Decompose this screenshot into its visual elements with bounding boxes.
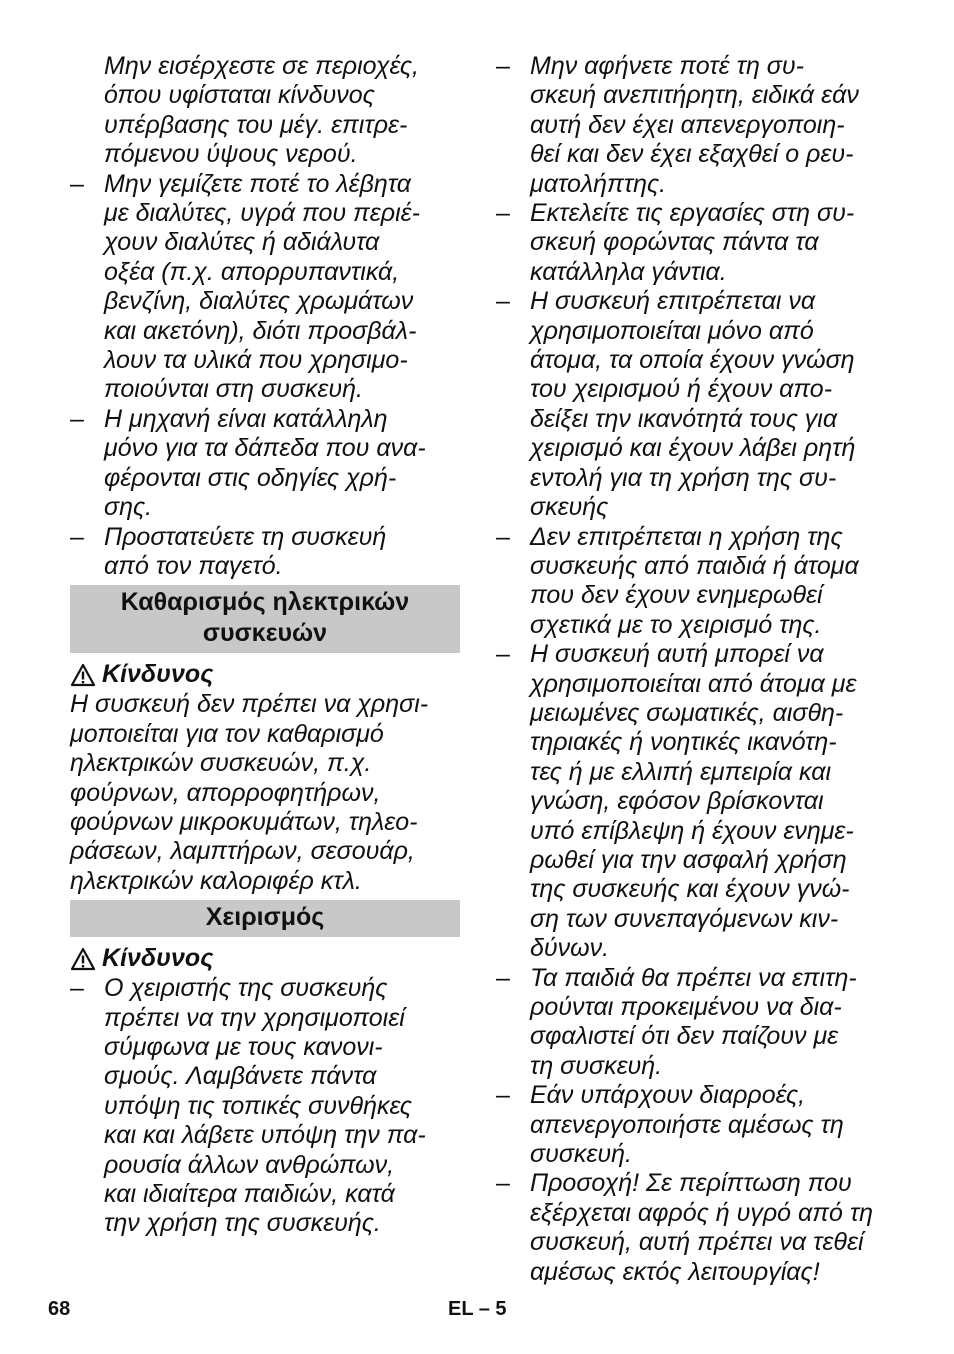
text-line: ση των συνεπαγόμενων κιν- bbox=[530, 904, 839, 933]
list-item bbox=[70, 523, 460, 582]
text-line: μοποιείται για τον καθαρισμό bbox=[70, 719, 384, 748]
warning-triangle-icon bbox=[70, 663, 96, 687]
text-line: ράσεων, λαμπτήρων, σεσουάρ, bbox=[70, 837, 415, 866]
list-item bbox=[496, 199, 888, 287]
intro-paragraph bbox=[70, 52, 460, 170]
text-line: σκευή ανεπιτήρητη, ειδικά εάν bbox=[530, 81, 859, 110]
text-line: της συσκευής και έχουν γνώ- bbox=[530, 875, 850, 904]
list-item bbox=[496, 640, 888, 963]
section-heading-operation bbox=[70, 900, 460, 937]
list-dash: – bbox=[496, 287, 510, 316]
language-page-label: EL – 5 bbox=[448, 1298, 507, 1320]
text-line: με διαλύτες, υγρά που περιέ- bbox=[104, 199, 420, 228]
text-line: μειωμένες σωματικές, αισθη- bbox=[530, 698, 844, 727]
list-dash: – bbox=[496, 199, 510, 228]
list-dash: – bbox=[496, 963, 510, 992]
text-line: χρησιμοποιείται από άτομα με bbox=[530, 669, 857, 698]
text-line: τες ή με ελλιπή εμπειρία και bbox=[530, 757, 832, 786]
text-line: εντολή για τη χρήση της συ- bbox=[530, 463, 837, 492]
text-line: χειρισμό και έχουν λάβει ρητή bbox=[530, 434, 856, 463]
list-item bbox=[496, 964, 888, 1082]
text-line: Η συσκευή δεν πρέπει να χρησι- bbox=[70, 690, 429, 719]
list-dash: – bbox=[496, 640, 510, 669]
text-line: Η συσκευή επιτρέπεται να bbox=[530, 287, 816, 316]
text-line: και ιδιαίτερα παιδιών, κατά bbox=[104, 1180, 395, 1208]
text-line: που δεν έχουν ενημερωθεί bbox=[530, 581, 823, 610]
text-line: Μην εισέρχεστε σε περιοχές, bbox=[104, 52, 419, 80]
text-line: φούρνων, απορροφητήρων, bbox=[70, 778, 381, 807]
text-line: όπου υφίσταται κίνδυνος bbox=[104, 81, 375, 110]
text-line: Προσοχή! Σε περίπτωση που bbox=[530, 1169, 852, 1198]
right-column bbox=[496, 52, 888, 1287]
text-line: από τον παγετό. bbox=[104, 551, 283, 580]
list-dash: – bbox=[496, 1169, 510, 1198]
text-line: Ο χειριστής της συσκευής bbox=[104, 974, 388, 1003]
text-line: άτομα, τα οποία έχουν γνώση bbox=[530, 346, 855, 375]
text-line: κατάλληλα γάντια. bbox=[530, 257, 727, 286]
text-line: του χειρισμού ή έχουν απο- bbox=[530, 375, 833, 404]
text-line: μόνο για τα δάπεδα που ανα- bbox=[104, 434, 426, 463]
text-line: ματολήπτης. bbox=[530, 169, 667, 198]
page-number: 68 bbox=[48, 1298, 71, 1320]
list-item bbox=[496, 52, 888, 199]
text-line: πόμενου ύψους νερού. bbox=[104, 140, 358, 169]
danger-label bbox=[70, 659, 460, 690]
text-line: χουν διαλύτες ή αδιάλυτα bbox=[104, 228, 380, 257]
text-line: βενζίνη, διαλύτες χρωμάτων bbox=[104, 287, 414, 316]
text-line: Εκτελείτε τις εργασίες στη συ- bbox=[530, 199, 855, 228]
list-item bbox=[70, 170, 460, 405]
heading-line: Καθαρισμός ηλεκτρικών bbox=[120, 588, 410, 617]
text-line: Μην γεμίζετε ποτέ το λέβητα bbox=[104, 169, 411, 198]
text-line: και ακετόνη), διότι προσβάλ- bbox=[104, 316, 417, 345]
text-line: αμέσως εκτός λειτουργίας! bbox=[530, 1257, 820, 1286]
text-line: συσκευή. bbox=[530, 1140, 632, 1169]
list-dash: – bbox=[70, 522, 84, 551]
danger-label bbox=[70, 943, 460, 974]
danger-text: Κίνδυνος bbox=[102, 660, 214, 689]
section-heading-electrical-cleaning bbox=[70, 585, 460, 653]
text-line: τη συσκευή. bbox=[530, 1051, 663, 1080]
text-line: χρησιμοποιείται μόνο από bbox=[530, 316, 814, 345]
text-line: δύνων. bbox=[530, 934, 610, 963]
heading-line: συσκευών bbox=[202, 619, 328, 648]
text-line: γνώση, εφόσον βρίσκονται bbox=[530, 787, 824, 816]
text-line: και και λάβετε υπόψη την πα- bbox=[104, 1121, 426, 1150]
text-line: ρούνται προκειμένου να δια- bbox=[530, 993, 842, 1021]
danger-paragraph bbox=[70, 690, 460, 896]
text-line: την χρήση της συσκευής. bbox=[104, 1209, 381, 1238]
text-line: οξέα (π.χ. απορρυπαντικά, bbox=[104, 257, 400, 286]
list-dash: – bbox=[496, 52, 510, 80]
text-line: υπό επίβλεψη ή έχουν ενημε- bbox=[530, 816, 854, 845]
text-line: σκευής bbox=[530, 493, 609, 522]
text-line: τηριακές ή νοητικές ικανότη- bbox=[530, 728, 837, 757]
text-line: Προστατεύετε τη συσκευή bbox=[104, 522, 387, 551]
text-line: σφαλιστεί ότι δεν παίζουν με bbox=[530, 1022, 839, 1051]
text-line: υπέρβασης του μέγ. επιτρε- bbox=[104, 110, 408, 139]
text-line: λουν τα υλικά που χρησιμο- bbox=[104, 346, 408, 375]
text-line: σης. bbox=[104, 493, 153, 522]
list-dash: – bbox=[70, 404, 84, 433]
list-item bbox=[70, 405, 460, 523]
text-line: σμούς. Λαμβάνετε πάντα bbox=[104, 1062, 377, 1091]
list-item bbox=[496, 287, 888, 522]
text-line: ηλεκτρικών καλοριφέρ κτλ. bbox=[70, 866, 362, 895]
text-line: ηλεκτρικών συσκευών, π.χ. bbox=[70, 749, 372, 778]
list-dash: – bbox=[496, 522, 510, 551]
text-line: αυτή δεν έχει απενεργοποιη- bbox=[530, 110, 845, 139]
text-line: σχετικά με το χειρισμό της. bbox=[530, 610, 822, 639]
danger-text: Κίνδυνος bbox=[102, 944, 214, 973]
text-line: ρουσία άλλων ανθρώπων, bbox=[104, 1150, 395, 1179]
text-line: υπόψη τις τοπικές συνθήκες bbox=[104, 1091, 412, 1120]
text-line: συσκευής από παιδιά ή άτομα bbox=[530, 551, 859, 580]
text-line: συσκευή, αυτή πρέπει να τεθεί bbox=[530, 1228, 864, 1257]
left-column bbox=[70, 52, 460, 1239]
list-dash: – bbox=[70, 169, 84, 198]
text-line: φούρνων μικροκυμάτων, τηλεο- bbox=[70, 807, 418, 836]
text-line: σκευή φορώντας πάντα τα bbox=[530, 228, 819, 257]
text-line: Δεν επιτρέπεται η χρήση της bbox=[530, 522, 843, 551]
text-line: Η συσκευή αυτή μπορεί να bbox=[530, 640, 824, 669]
text-line: Τα παιδιά θα πρέπει να επιτη- bbox=[530, 963, 857, 992]
text-line: Μην αφήνετε ποτέ τη συ- bbox=[530, 52, 804, 80]
list-item bbox=[496, 523, 888, 641]
heading-line: Χειρισμός bbox=[205, 903, 325, 932]
list-item bbox=[496, 1081, 888, 1169]
list-item bbox=[70, 974, 460, 1239]
list-dash: – bbox=[496, 1081, 510, 1110]
text-line: θεί και δεν έχει εξαχθεί ο ρευ- bbox=[530, 140, 854, 169]
warning-triangle-icon bbox=[70, 947, 96, 971]
text-line: Η μηχανή είναι κατάλληλη bbox=[104, 404, 388, 433]
text-line: φέρονται στις οδηγίες χρή- bbox=[104, 463, 397, 492]
text-line: ποιούνται στη συσκευή. bbox=[104, 375, 363, 404]
list-item bbox=[496, 1169, 888, 1287]
text-line: σύμφωνα με τους κανονι- bbox=[104, 1032, 383, 1061]
list-dash: – bbox=[70, 974, 84, 1003]
text-line: δείξει την ικανότητά τους για bbox=[530, 404, 838, 433]
text-line: εξέρχεται αφρός ή υγρό από τη bbox=[530, 1198, 874, 1227]
text-line: ρωθεί για την ασφαλή χρήση bbox=[530, 845, 847, 874]
text-line: απενεργοποιήστε αμέσως τη bbox=[530, 1110, 844, 1139]
text-line: Εάν υπάρχουν διαρροές, bbox=[530, 1081, 806, 1110]
text-line: πρέπει να την χρησιμοποιεί bbox=[104, 1003, 405, 1032]
